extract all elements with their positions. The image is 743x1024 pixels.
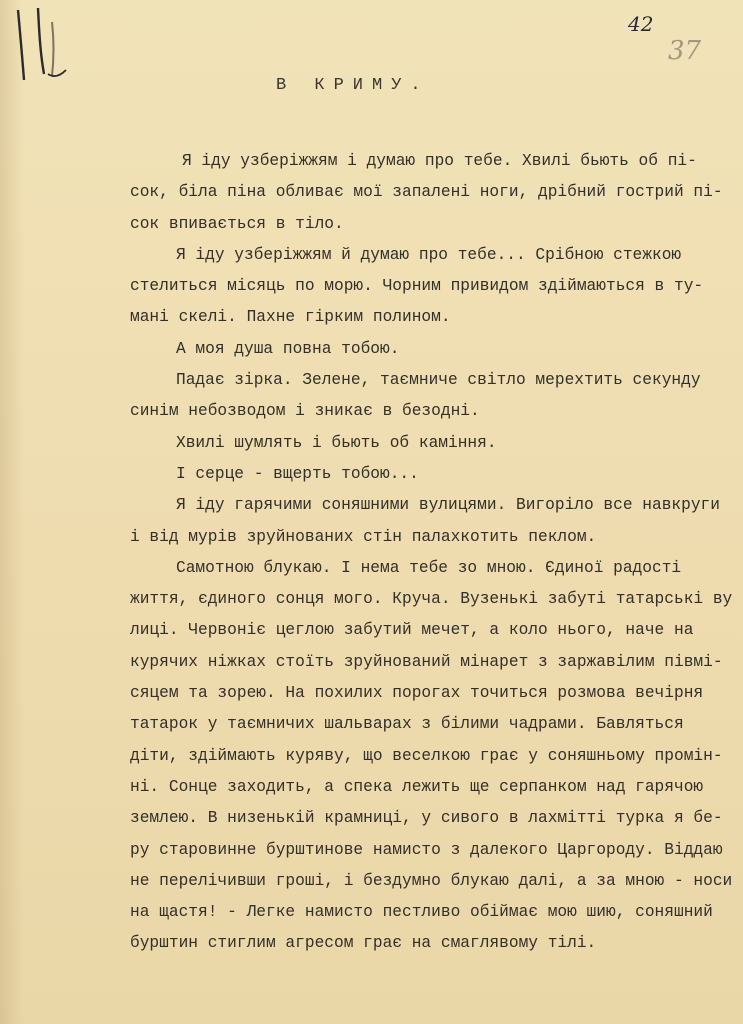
text-line: синім небозводом і зникає в безодні. bbox=[130, 402, 480, 421]
text-line: на щастя! - Легке намисто пестливо обіймає мою шию, соняшний bbox=[130, 903, 713, 922]
text-line: не перелічивши гроші, і бездумно блукаю далі, а за мною - носи bbox=[130, 871, 733, 890]
page-edge-shadow bbox=[0, 0, 24, 1024]
text-line: стелиться місяць по морю. Чорним привидом здіймаються в ту- bbox=[130, 277, 704, 296]
text-line: татарок у таємничих шальварах з білими чадрами. Бавляться bbox=[130, 715, 684, 734]
text-line: і від мурів зруйнованих стін палахкотить пеклом. bbox=[130, 527, 597, 546]
text-line: мані скелі. Пахне гірким полином. bbox=[130, 308, 451, 327]
typed-text-body bbox=[130, 146, 743, 960]
margin-pencil-mark bbox=[8, 4, 78, 84]
folio-number-pencil: 37 bbox=[668, 36, 702, 66]
text-line: лиці. Червоніє цеглою забутий мечет, а коло нього, наче на bbox=[130, 621, 694, 640]
text-line: життя, єдиного сонця мого. Круча. Вузенькі забуті татарські ву bbox=[130, 590, 733, 609]
text-line: Падає зірка. Зелене, таємниче світло мерехтить секунду bbox=[176, 371, 701, 390]
text-line: сок, біла піна обливає мої запалені ноги, дрібний гострий пі- bbox=[130, 183, 723, 202]
text-line: Хвилі шумлять і бьють об каміння. bbox=[176, 433, 497, 452]
text-line: сок впивається в тіло. bbox=[130, 214, 344, 233]
text-line: діти, здіймають куряву, що веселкою грає у соняшньому промін- bbox=[130, 746, 723, 765]
text-line: Я іду гарячими соняшними вулицями. Вигоріло все навкруги bbox=[176, 496, 720, 515]
text-line: курячих ніжках стоїть зруйнований мінарет з заржавілим півмі- bbox=[130, 652, 723, 671]
text-line: І серце - вщерть тобою... bbox=[176, 464, 419, 483]
text-line: А моя душа повна тобою. bbox=[176, 339, 400, 358]
text-line: землею. В низенькій крамниці, у сивого в лахмітті турка я бе- bbox=[130, 809, 723, 828]
text-line: Я іду узберіжжям і думаю про тебе. Хвилі бьють об пі- bbox=[182, 152, 697, 170]
text-line: ру старовинне бурштинове намисто з далекого Царгороду. Віддаю bbox=[130, 840, 723, 859]
text-line: сяцем та зорею. На похилих порогах точиться розмова вечірня bbox=[130, 684, 704, 703]
folio-number-ink: 42 bbox=[628, 12, 654, 36]
document-title: В КРИМУ. bbox=[276, 76, 430, 95]
text-line: Самотною блукаю. І нема тебе зо мною. Єдиної радості bbox=[176, 558, 682, 577]
text-line: ні. Сонце заходить, а спека лежить ще серпанком над гарячою bbox=[130, 777, 704, 796]
text-line: Я іду узберіжжям й думаю про тебе... Срібною стежкою bbox=[176, 245, 682, 264]
text-line: бурштин стиглим агресом грає на смаглявому тілі. bbox=[130, 934, 597, 953]
